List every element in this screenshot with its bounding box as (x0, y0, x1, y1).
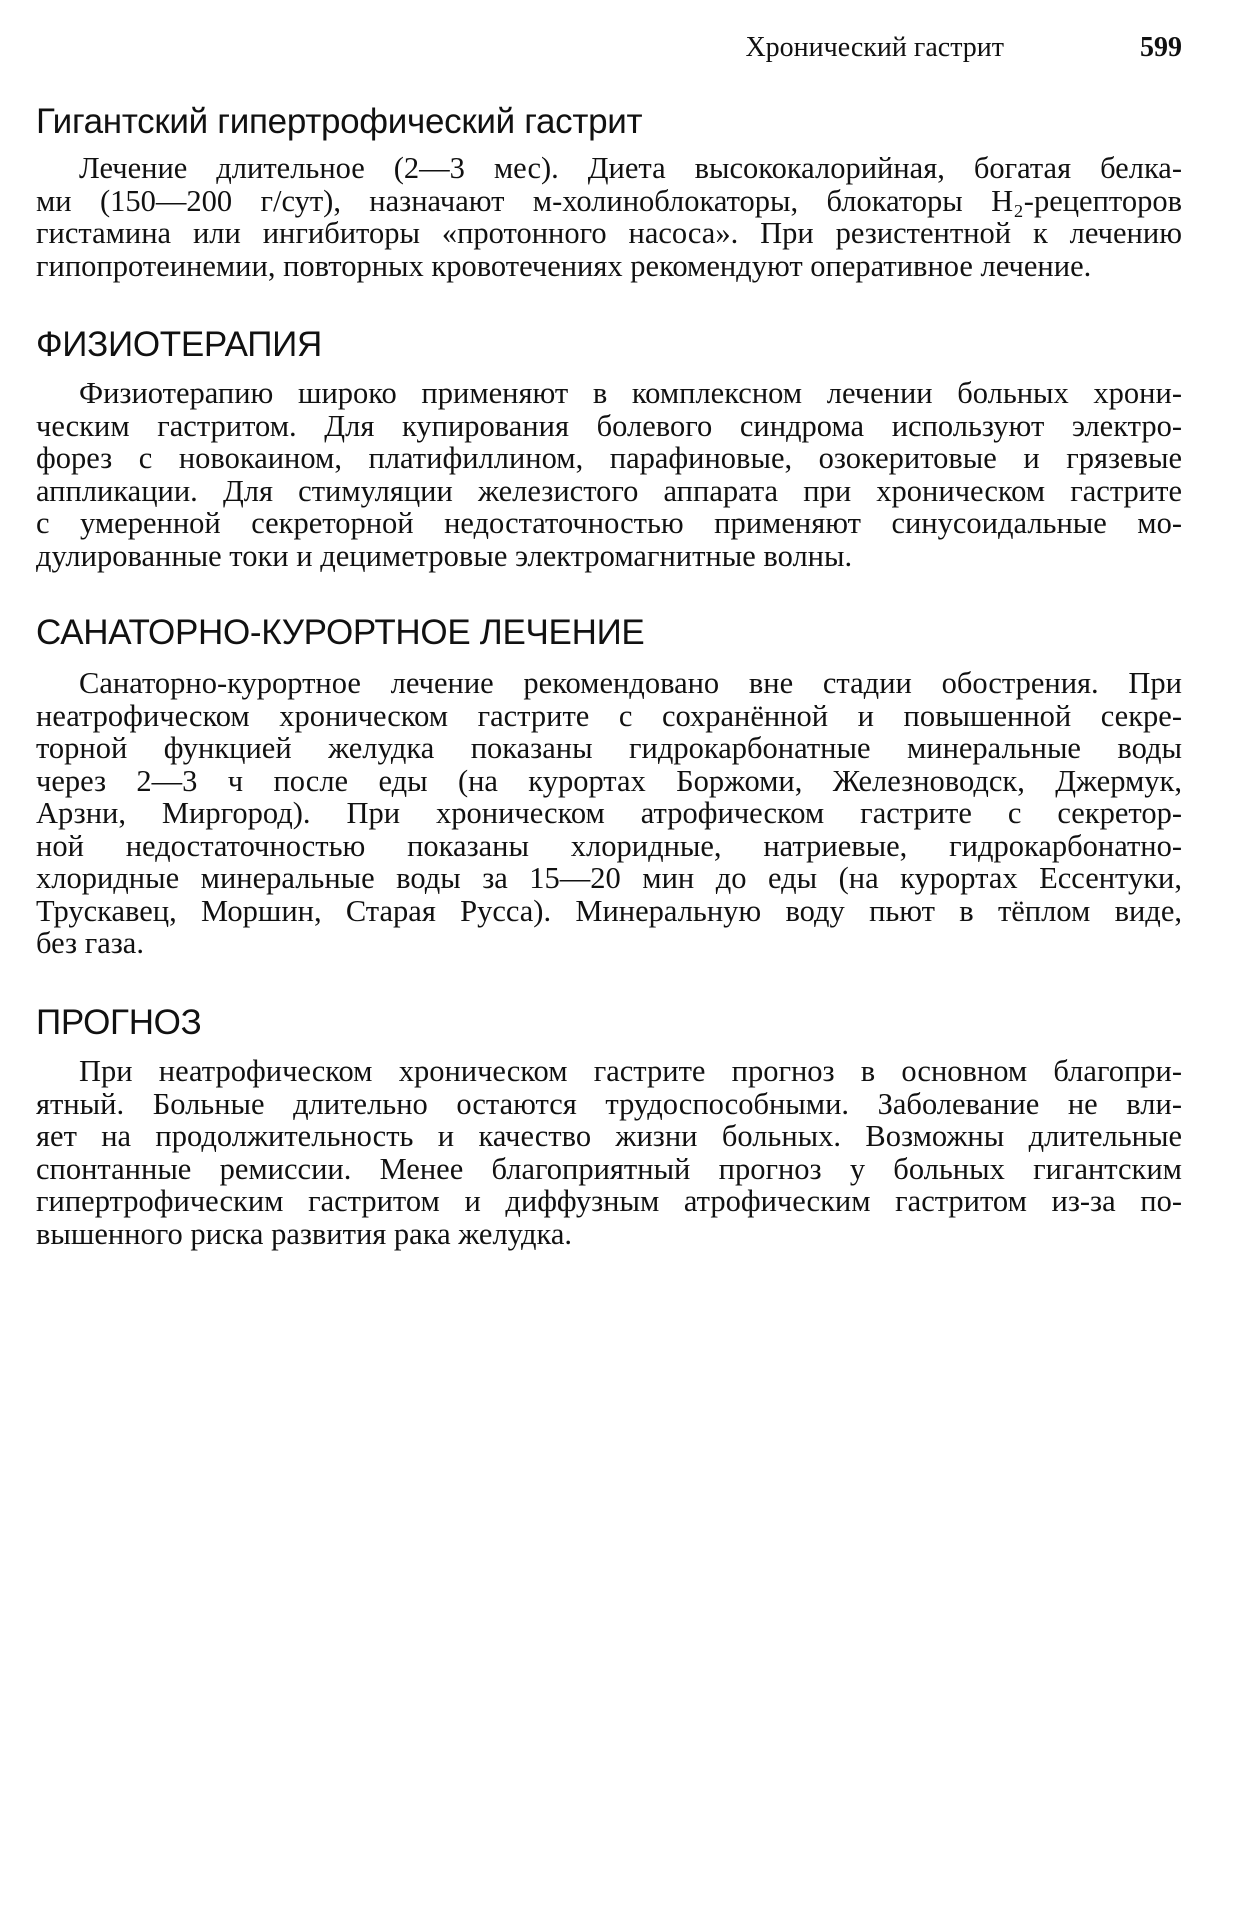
running-head-title: Хронический гастрит (745, 32, 1004, 63)
paragraph-line: аппликации. Для стимуляции железистого аппарата при хроническом гастрите (36, 473, 1182, 508)
paragraph-line: гистамина или ингибиторы «протонного насоса». При резистентной к лечению (36, 216, 1182, 250)
paragraph-line: форез с новокаином, платифиллином, парафиновые, озокеритовые и грязевые (36, 441, 1182, 475)
paragraph-line: спонтанные ремиссии. Менее благоприятный прогноз у больных гигантским (36, 1151, 1182, 1186)
section-paragraph-sanatorium (36, 667, 1182, 960)
paragraph-line: Физиотерапию широко применяют в комплексном лечении больных хрони- (79, 376, 1182, 410)
running-head (36, 32, 1182, 68)
paragraph-line: ми (150—200 г/сут), назначают м-холиноблокаторы, блокаторы H₂-рецепторов (36, 183, 1182, 218)
paragraph-line: Трускавец, Моршин, Старая Русса). Минеральную воду пьют в тёплом виде, (36, 893, 1182, 928)
paragraph-line: Лечение длительное (2—3 мес). Диета высококалорийная, богатая белка- (79, 151, 1182, 185)
page-number: 599 (1140, 32, 1182, 63)
paragraph-line: торной функцией желудка показаны гидрокарбонатные минеральные воды (36, 731, 1182, 765)
paragraph-line: ятный. Больные длительно остаются трудоспособными. Заболевание не вли- (36, 1086, 1182, 1121)
section-heading-prognosis: ПРОГНОЗ (36, 1003, 202, 1042)
paragraph-line: гипертрофическим гастритом и диффузным атрофическим гастритом из-за по- (36, 1184, 1182, 1218)
section-heading-giant-hypertrophic-gastritis: Гигантский гипертрофический гастрит (36, 102, 643, 141)
section-paragraph-prognosis (36, 1055, 1182, 1250)
paragraph-line: через 2—3 ч после еды (на курортах Боржоми, Железноводск, Джермук, (36, 763, 1182, 798)
paragraph-line: При неатрофическом хроническом гастрите прогноз в основном благопри- (79, 1054, 1182, 1088)
paragraph-line: гипопротеинемии, повторных кровотечениях рекомендуют оперативное лечение. (36, 248, 1092, 283)
paragraph-line: без газа. (36, 926, 144, 960)
paragraph-line: вышенного риска развития рака желудка. (36, 1216, 573, 1251)
paragraph-line: ной недостаточностью показаны хлоридные, натриевые, гидрокарбонатно- (36, 828, 1182, 863)
paragraph-line: яет на продолжительность и качество жизни больных. Возможны длительные (36, 1119, 1182, 1153)
section-heading-sanatorium-treatment: САНАТОРНО-КУРОРТНОЕ ЛЕЧЕНИЕ (36, 613, 645, 652)
section-paragraph-treatment (36, 152, 1182, 282)
paragraph-line: с умеренной секреторной недостаточностью применяют синусоидальные мо- (36, 506, 1182, 540)
paragraph-line: неатрофическом хроническом гастрите с сохранённой и повышенной секре- (36, 698, 1182, 733)
paragraph-line: ческим гастритом. Для купирования болевого синдрома используют электро- (36, 408, 1182, 443)
paragraph-line: хлоридные минеральные воды за 15—20 мин до еды (на курортах Ессентуки, (36, 861, 1182, 895)
paragraph-line: Санаторно-курортное лечение рекомендовано вне стадии обострения. При (79, 666, 1182, 700)
paragraph-line: Арзни, Миргород). При хроническом атрофическом гастрите с секретор- (36, 796, 1182, 830)
section-heading-physiotherapy: ФИЗИОТЕРАПИЯ (36, 325, 322, 364)
section-paragraph-physiotherapy (36, 377, 1182, 572)
paragraph-line: дулированные токи и дециметровые электромагнитные волны. (36, 538, 853, 573)
